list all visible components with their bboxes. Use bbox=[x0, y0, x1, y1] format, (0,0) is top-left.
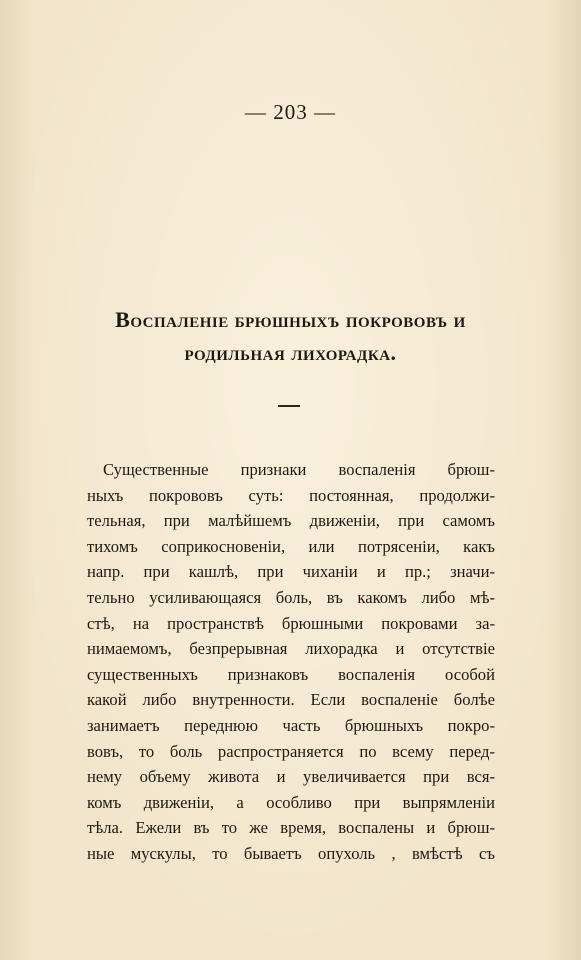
section-title-line-1: Воспаленіе брюшныхъ покрововъ и bbox=[115, 307, 466, 332]
page-number: — 203 — bbox=[245, 100, 336, 124]
text-line: занимаетъ переднюю часть брюшныхъ покро- bbox=[87, 715, 495, 735]
text-line: тихомъ соприкосновеніи, или потрясеніи, какъ bbox=[87, 536, 495, 556]
text-line: тѣла. Ежели въ то же время, воспалены и брюш- bbox=[87, 818, 495, 838]
text-line: какой либо внутренности. Если воспаленіе болѣе bbox=[87, 690, 495, 710]
section-title-line-2: родильная лихорадка. bbox=[184, 340, 397, 365]
text-line: тельная, при малѣйшемъ движеніи, при самомъ bbox=[87, 511, 495, 531]
text-line: комъ движеніи, а особливо при выпрямленіи bbox=[87, 792, 495, 812]
text-line: нему объему живота и увеличивается при вся- bbox=[87, 767, 495, 787]
title-separator bbox=[278, 405, 300, 407]
text-line: ныхъ покрововъ суть: постоянная, продолжи- bbox=[87, 485, 495, 505]
text-line: нимаемомъ, безпрерывная лихорадка и отсутствіе bbox=[87, 639, 495, 659]
text-line: стѣ, на пространствѣ брюшными покровами за- bbox=[87, 613, 495, 633]
body-text bbox=[87, 457, 495, 867]
text-line: Существенные признаки воспаленія брюш- bbox=[103, 460, 495, 479]
text-line: вовъ, то боль распространяется по всему перед- bbox=[87, 741, 495, 761]
text-line: существенныхъ признаковъ воспаленія особой bbox=[87, 664, 495, 684]
text-line: ные мускулы, то бываетъ опухоль , вмѣстѣ съ bbox=[87, 843, 495, 863]
text-line: тельно усиливающаяся боль, въ какомъ либо мѣ- bbox=[87, 587, 495, 607]
text-line: напр. при кашлѣ, при чиханіи и пр.; значи- bbox=[87, 562, 495, 582]
